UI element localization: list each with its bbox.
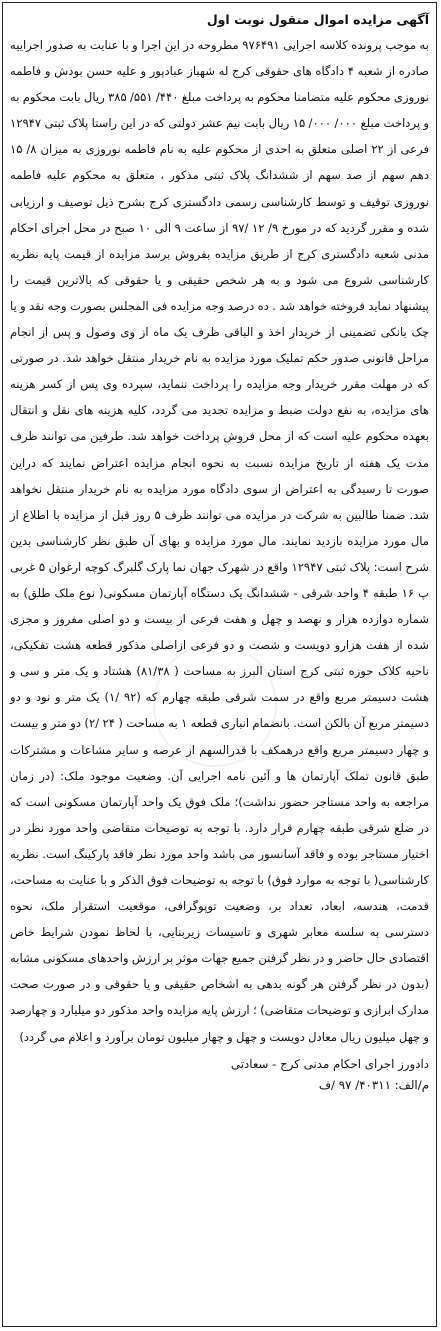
notice-frame (2, 2, 437, 1327)
notice-reference-number: م/الف: ۴۰۳۱۱/ ۹۷ /ف (318, 1077, 429, 1092)
notice-signature: دادورز اجرای احکام مدنی کرج - سعادتی (230, 1056, 429, 1071)
notice-title: آگهی مزایده اموال منقول نوبت اول (206, 12, 429, 27)
notice-body: به موجب پرونده کلاسه اجرایی ۹۷۶۴۹۱ مطروحه در این اجرا و با عنایت به صدور اجراییه صادره از شعبه ۴ دادگاه های حقوقی کرج له شهباز عبادپور و علیه حسن بودش و فاطمه نوروزی محکوم علیه متضامنا محکوم به پرداخت مبلغ ۴۴۰/ ۵۵۱/ ۳۸۵ ریال بابت محکوم به و پرداخت مبلغ ۰۰۰/ ۰۰۰/ ۱۵ ریال بابت نیم عشر دولتی که در این راستا پلاک ثبتی ۱۲۹۴۷ فرعی از ۲۲ اصلی متعلق به احدی از محکوم علیه به نام فاطمه نوروزی به میزان ۸/ ۱۵ دهم سهم از صد سهم از ششدانگ پلاک ثبتی مذکور ، متعلق به محکوم علیه فاطمه نوروزی توقیف و توسط کارشناسی رسمی دادگستری کرج بشرح ذیل توصیف و ارزیابی شده و مقرر گردید که در مورخ ۹/ ۱۲ /۹۷ از ساعت ۹ الی ۱۰ صبح در محل اجرای احکام مدنی شعبه دادگستری کرج از طریق مزایده بفروش برسد مزایده از قیمت پایه نظریه کارشناسی شروع می شود و به هر شخص حقیقی و یا حقوقی که بالاترین قیمت را پیشنهاد نماید فروخته خواهد شد . ده درصد وجه مزایده فی المجلس بصورت وجه نقد و یا چک بانکی تضمینی از خریدار اخذ و الباقی ظرف یک ماه از وی وصول و پس از انجام مراحل قانونی صدور حکم تملیک مورد مزایده به نام خریدار منتقل خواهد شد. در صورتی که در مهلت مقرر خریدار وجه مزایده را پرداخت ننماید، سپرده وی پس از کسر هزینه های مزایده، به نفع دولت ضبط و مزایده تجدید می گردد، کلیه هزینه های نقل و انتقال بعهده محکوم علیه است که از محل فروش پرداخت خواهد شد. طرفین می توانند ظرف مدت یک هفته از تاریخ مزایده نسبت به نحوه انجام مزایده اعتراض نمایند که دراین صورت تا رسیدگی به اعتراض از سوی دادگاه مورد مزایده به نام خریدار منتقل نخواهد شد. ضمنا طالبین به شرکت در مزایده می توانند ظرف ۵ روز قبل از مزایده با اطلاع از مال مورد مزایده بازدید نمایند. مال مورد مزایده و بهای آن طبق نظر کارشناسی بدین شرح است: پلاک ثبتی ۱۲۹۴۷ واقع در شهرک جهان نما پارک گلبرگ کوچه ارغوان ۵ غربی پ ۱۶ طبقه ۴ واحد شرقی - ششدانگ یک دستگاه آپارتمان مسکونی( نوع ملک طلق) به شماره دوازده هزار و نهصد و چهل و هفت فرعی از بیست و دو اصلی مفروز و مجزی شده از هفت هزارو دویست و شصت و دو فرعی ازاصلی مذکور قطعه هشت تفکیکی، ناحیه کلاک حوزه ثبتی کرج استان البرز به مساحت ( ۸۱/۳۸) هشتاد و یک متر و سی و هشت دسیمتر مربع واقع در سمت شرقی طبقه چهارم که (۹۲ /۱) یک متر و نود و دو دسیمتر مربع آن بالکن است. بانضمام انباری قطعه ۱ به مساحت ( ۲۴ /۲) دو متر و بیست و چهار دسیمتر مربع واقع درهمکف با قدرالسهم از عرصه و سایر مشاعات و مشترکات طبق قانون تملک آپارتمان ها و آئین نامه اجرایی آن. وضعیت موجود ملک: (در زمان مراجعه به واحد مستاجر حضور نداشت)؛ ملک فوق یک واحد آپارتمان مسکونی است که در ضلع شرقی طبقه چهارم قرار دارد. با توجه به توضیحات متقاضی واحد مورد نظر در اختیار مستاجر بوده و فاقد آسانسور می باشد واحد مورد نظر فاقد پارکینگ است. نظریه کارشناسی( با توجه به موارد فوق) با توجه به توضیحات فوق الذکر و با عنایت به مساحت، قدمت، هندسه، ابعاد، تعداد بر، وضعیت توپوگرافی، موقعیت استقرار ملک، نحوه دسترسی به سلسه معابر شهری و تاسیسات زیربنایی، با لحاظ نمودن شرایط خاص اقتصادی حال حاضر و در نظر گرفتن جمیع جهات موثر بر ارزش واحدهای مسکونی مشابه (بدون در نظر گرفتن هر گونه بدهی به اشخاص حقیقی و یا حقوقی و در صورت صحت مدارک ابرازی و توضیحات متقاضی) ؛ ارزش پایه مزایده واحد مذکور دو میلیارد و چهارصد و چهل میلیون ریال معادل دویست و چهل و چهار میلیون تومان برآورد و اعلام می گردد) (10, 38, 430, 1044)
